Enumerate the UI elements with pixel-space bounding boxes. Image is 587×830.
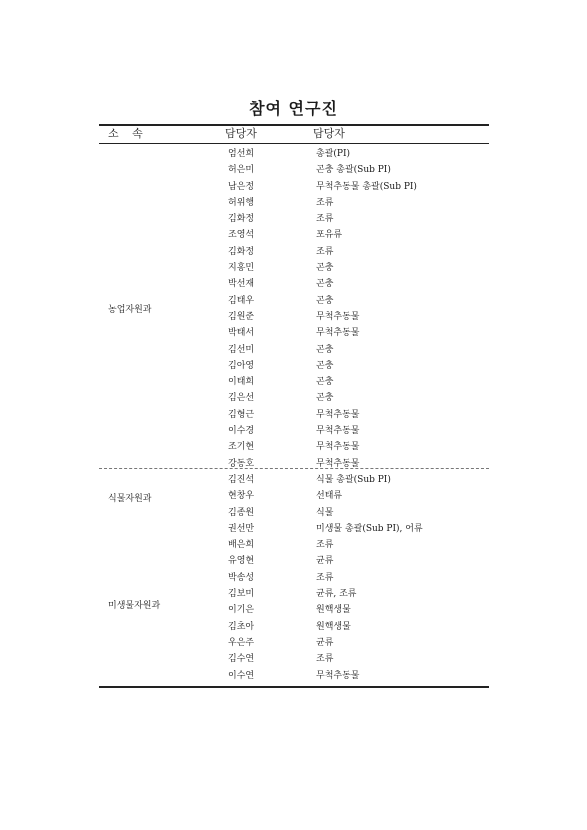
person-name: 허은미 bbox=[228, 165, 255, 176]
page-title: 참여 연구진 bbox=[249, 99, 338, 118]
person-name: 엄선희 bbox=[228, 149, 255, 159]
table-row bbox=[0, 162, 587, 178]
person-name: 김원준 bbox=[228, 311, 255, 322]
header-person: 담당자 bbox=[225, 127, 257, 140]
person-role: 조류 bbox=[316, 246, 334, 257]
table-row bbox=[0, 423, 587, 439]
table-row bbox=[0, 260, 587, 276]
person-name: 강동호 bbox=[228, 458, 255, 469]
table-row bbox=[0, 342, 587, 358]
table-row bbox=[0, 439, 587, 455]
person-name: 김형근 bbox=[228, 409, 255, 420]
person-role: 원핵생물 bbox=[316, 605, 351, 616]
table-row bbox=[0, 374, 587, 390]
person-role: 무척추동물 bbox=[316, 670, 360, 681]
person-role: 포유류 bbox=[316, 230, 343, 241]
person-role: 조류 bbox=[316, 572, 334, 583]
person-role: 곤충 bbox=[316, 295, 334, 306]
person-role: 선태류 bbox=[316, 491, 343, 502]
table-row bbox=[0, 505, 587, 521]
person-role: 무척추동물 총괄(Sub PI) bbox=[316, 181, 417, 192]
table-row bbox=[0, 227, 587, 243]
table-row bbox=[0, 586, 587, 602]
person-name: 김보미 bbox=[228, 589, 255, 600]
dept-label: 미생물자원과 bbox=[108, 601, 161, 611]
person-role: 곤충 bbox=[316, 377, 334, 388]
table-body bbox=[0, 146, 587, 684]
table-row bbox=[0, 521, 587, 537]
person-name: 허위행 bbox=[228, 197, 255, 208]
person-name: 유영현 bbox=[228, 556, 255, 567]
person-role: 미생물 총괄(Sub PI), 어류 bbox=[316, 523, 423, 534]
person-role: 무척추동물 bbox=[316, 409, 360, 420]
person-name: 지홍민 bbox=[228, 263, 255, 274]
table-row bbox=[0, 668, 587, 684]
person-name: 김화정 bbox=[228, 246, 255, 257]
person-role: 무척추동물 bbox=[316, 458, 360, 469]
person-name: 김아영 bbox=[228, 360, 255, 371]
person-role: 곤충 총괄(Sub PI) bbox=[316, 165, 391, 176]
person-role: 조류 bbox=[316, 540, 334, 551]
table-row bbox=[0, 537, 587, 553]
dept-label: 농업자원과 bbox=[108, 305, 152, 315]
table-row bbox=[0, 179, 587, 195]
table-row bbox=[0, 390, 587, 406]
table-row bbox=[0, 570, 587, 586]
person-role: 균류 bbox=[316, 556, 334, 567]
person-name: 김수연 bbox=[228, 654, 255, 665]
person-name: 김초아 bbox=[228, 621, 255, 632]
person-role: 곤충 bbox=[316, 279, 334, 290]
table-row bbox=[0, 195, 587, 211]
table-row bbox=[0, 456, 587, 472]
person-role: 무척추동물 bbox=[316, 328, 360, 339]
person-role: 곤충 bbox=[316, 263, 334, 274]
dept-label: 식물자원과 bbox=[108, 494, 152, 504]
header-role: 담당자 bbox=[313, 127, 345, 140]
person-role: 곤충 bbox=[316, 393, 334, 404]
person-role: 무척추동물 bbox=[316, 311, 360, 322]
person-name: 김선미 bbox=[228, 344, 255, 355]
person-name: 배은희 bbox=[228, 540, 255, 551]
person-name: 김은선 bbox=[228, 393, 255, 404]
person-role: 총괄(PI) bbox=[316, 149, 351, 159]
table-top-rule bbox=[99, 124, 489, 126]
person-role: 무척추동물 bbox=[316, 442, 360, 453]
table-row bbox=[0, 651, 587, 667]
person-name: 이기은 bbox=[228, 605, 255, 616]
section-divider bbox=[99, 468, 489, 469]
table-row bbox=[0, 211, 587, 227]
person-name: 이수경 bbox=[228, 426, 255, 437]
table-row bbox=[0, 553, 587, 569]
table-row bbox=[0, 309, 587, 325]
person-name: 이태희 bbox=[228, 377, 255, 388]
person-role: 조류 bbox=[316, 654, 334, 665]
person-name: 현창우 bbox=[228, 491, 255, 502]
person-name: 박송성 bbox=[228, 572, 255, 583]
table-header-rule bbox=[99, 143, 489, 144]
person-role: 균류, 조류 bbox=[316, 589, 357, 600]
person-name: 이수연 bbox=[228, 670, 255, 681]
header-dept: 소 속 bbox=[108, 127, 148, 140]
person-name: 김진석 bbox=[228, 474, 255, 485]
table-row bbox=[0, 276, 587, 292]
person-name: 권선만 bbox=[228, 523, 255, 534]
person-name: 우은주 bbox=[228, 637, 255, 648]
person-name: 박선재 bbox=[228, 279, 255, 290]
person-role: 식물 총괄(Sub PI) bbox=[316, 474, 391, 485]
table-row bbox=[0, 635, 587, 651]
person-name: 김종원 bbox=[228, 507, 255, 518]
person-role: 무척추동물 bbox=[316, 426, 360, 437]
table-row bbox=[0, 488, 587, 504]
person-name: 조기현 bbox=[228, 442, 255, 453]
table-bottom-rule bbox=[99, 686, 489, 688]
person-name: 김화정 bbox=[228, 214, 255, 225]
person-role: 곤충 bbox=[316, 344, 334, 355]
person-role: 곤충 bbox=[316, 360, 334, 371]
table-row bbox=[0, 146, 587, 162]
table-row bbox=[0, 358, 587, 374]
person-name: 남은정 bbox=[228, 181, 255, 192]
table-row bbox=[0, 293, 587, 309]
person-role: 원핵생물 bbox=[316, 621, 351, 632]
person-role: 조류 bbox=[316, 197, 334, 208]
table-row bbox=[0, 619, 587, 635]
table-row bbox=[0, 472, 587, 488]
table-row bbox=[0, 244, 587, 260]
person-role: 식물 bbox=[316, 507, 334, 518]
person-role: 균류 bbox=[316, 637, 334, 648]
table-row bbox=[0, 407, 587, 423]
person-name: 조영석 bbox=[228, 230, 255, 241]
table-row bbox=[0, 602, 587, 618]
person-role: 조류 bbox=[316, 214, 334, 225]
person-name: 김태우 bbox=[228, 295, 255, 306]
person-name: 박태서 bbox=[228, 328, 255, 339]
table-row bbox=[0, 325, 587, 341]
